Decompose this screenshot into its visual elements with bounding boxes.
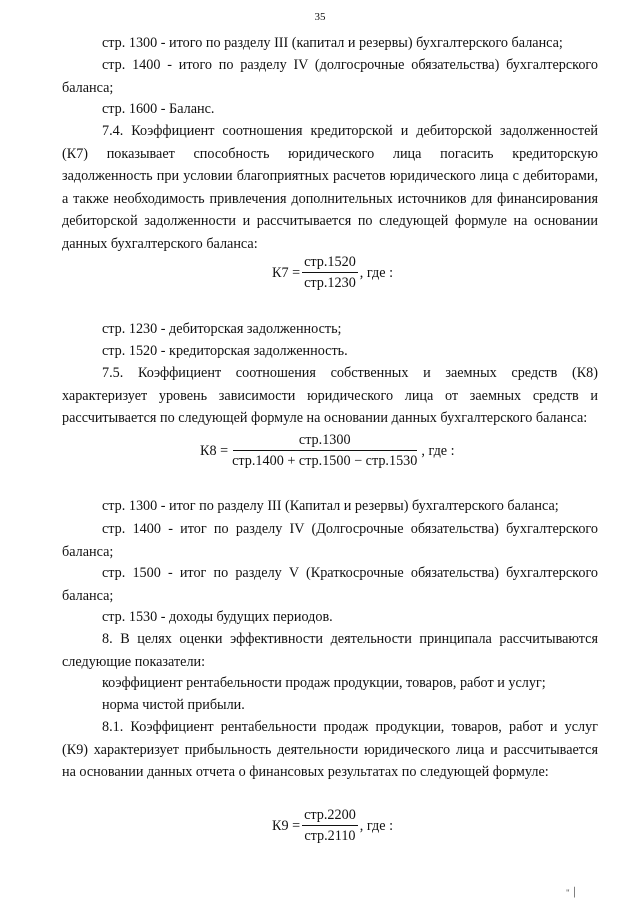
line-1300: стр. 1300 - итого по разделу III (капитал и резервы) бухгалтерского баланса; [102,35,563,51]
formula-k9-denominator: стр.2110 [304,828,356,844]
formula-k7-lhs: К7 = [272,264,301,281]
line-1300-b: стр. 1300 - итог по разделу III (Капитал и резервы) бухгалтерского баланса; [102,498,559,514]
corner-scan-mark: " ׀ [566,888,578,898]
paragraph-8-1: 8.1. Коэффициент рентабельности продаж продукции, товаров, работ и услуг (К9) характеризует прибыльность деятельности юридического лица и рассчитывается на основании данных отчета о финансовых результатах по следующей формуле: [62,719,598,781]
line-1400: стр. 1400 - итого по разделу IV (долгосрочные обязательства) бухгалтерского баланса; [62,57,598,96]
line-1520: стр. 1520 - кредиторская задолженность. [102,343,348,359]
formula-k8 [200,431,455,470]
formula-k8-numerator: стр.1300 [233,431,417,451]
formula-k8-tail: , где : [421,442,455,459]
formula-k9-numerator: стр.2200 [302,806,358,826]
formula-k7-fraction [302,253,358,292]
formula-k7-numerator: стр.1520 [302,253,358,273]
formula-k9 [272,806,393,845]
formula-k7-tail: , где : [359,264,394,281]
indicator-sales-profitability: коэффициент рентабельности продаж продукции, товаров, работ и услуг; [102,675,546,691]
formula-k7 [272,253,393,292]
formula-k9-tail: , где : [359,817,394,834]
paragraph-8: 8. В целях оценки эффективности деятельности принципала рассчитываются следующие показатели: [62,631,598,670]
line-1400-b: стр. 1400 - итог по разделу IV (Долгосрочные обязательства) бухгалтерского баланса; [62,521,598,560]
paragraph-7-4: 7.4. Коэффициент соотношения кредиторской и дебиторской задолженностей (К7) показывает способность юридического лица погасить кредиторскую задолженность при условии благоприятных расчетов юридического лица с дебиторами, а также необходимость привлечения дополнительных источников для финансирования дебиторской задолженности и рассчитывается по следующей формуле на основании данных бухгалтерского баланса: [62,123,598,252]
formula-k7-denominator: стр.1230 [304,275,356,291]
formula-k9-fraction [302,806,358,845]
paragraph-7-5: 7.5. Коэффициент соотношения собственных и заемных средств (К8) характеризует уровень зависимости юридического лица от заемных средств и рассчитывается по следующей формуле на основании данных бухгалтерского баланса: [62,365,598,427]
formula-k8-fraction [230,431,419,470]
page-number: 35 [314,11,326,23]
formula-k9-lhs: К9 = [272,817,301,834]
formula-k8-lhs: К8 = [200,442,229,459]
line-1530: стр. 1530 - доходы будущих периодов. [102,609,333,625]
formula-k8-denominator: стр.1400 + стр.1500 − стр.1530 [232,453,418,469]
line-1500: стр. 1500 - итог по разделу V (Краткосрочные обязательства) бухгалтерского баланса; [62,565,598,604]
line-1600: стр. 1600 - Баланс. [102,101,215,117]
line-1230: стр. 1230 - дебиторская задолженность; [102,321,342,337]
indicator-net-profit: норма чистой прибыли. [102,697,245,713]
